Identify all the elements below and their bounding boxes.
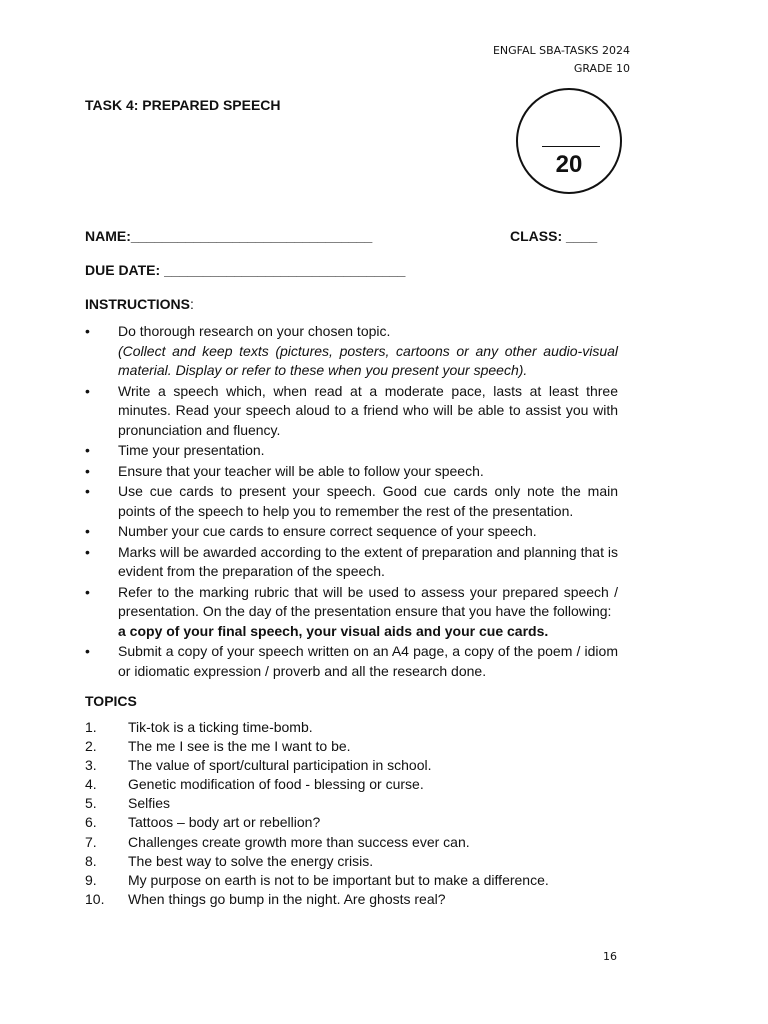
instruction-item bbox=[85, 543, 618, 582]
document-header bbox=[493, 42, 630, 78]
bullet-icon: • bbox=[85, 323, 90, 339]
topic-text: Tik-tok is a ticking time-bomb. bbox=[128, 719, 313, 735]
topic-item bbox=[85, 794, 625, 813]
instructions-heading-colon: : bbox=[190, 296, 194, 312]
topics-heading: TOPICS bbox=[85, 693, 137, 709]
topic-number: 3. bbox=[85, 757, 97, 774]
instruction-item bbox=[85, 441, 618, 461]
instructions-list bbox=[85, 322, 618, 682]
topic-item bbox=[85, 737, 625, 756]
instruction-item bbox=[85, 522, 618, 542]
instructions-heading bbox=[85, 296, 194, 312]
instruction-text: Submit a copy of your speech written on an A4 page, a copy of the poem / idiom or idiomatic expression / proverb and all the research done. bbox=[118, 643, 618, 679]
instruction-text: Do thorough research on your chosen topic. bbox=[118, 323, 391, 339]
bullet-icon: • bbox=[85, 543, 90, 560]
header-grade: GRADE 10 bbox=[573, 62, 630, 75]
topic-number: 5. bbox=[85, 795, 97, 812]
bullet-icon: • bbox=[85, 483, 90, 499]
topic-text: Challenges create growth more than success ever can. bbox=[128, 833, 470, 850]
instruction-item bbox=[85, 322, 618, 381]
topic-text: Genetic modification of food - blessing or curse. bbox=[128, 776, 424, 793]
instruction-item bbox=[85, 462, 618, 482]
topic-number: 10. bbox=[85, 890, 105, 907]
instruction-text: Write a speech which, when read at a moderate pace, lasts at least three minutes. Read your speech aloud to a friend who will be able to assist you with pronunciation and fluency. bbox=[118, 382, 618, 438]
bullet-icon: • bbox=[85, 583, 90, 600]
score-blank-line bbox=[542, 146, 600, 147]
instruction-item bbox=[85, 583, 618, 642]
topic-text: When things go bump in the night. Are ghosts real? bbox=[128, 890, 446, 907]
topic-item bbox=[85, 833, 625, 852]
topic-item bbox=[85, 871, 625, 890]
bullet-icon: • bbox=[85, 382, 90, 399]
instruction-item bbox=[85, 382, 618, 441]
header-subject: ENGFAL SBA-TASKS 2024 bbox=[492, 44, 630, 57]
topic-text: My purpose on earth is not to be important but to make a difference. bbox=[128, 871, 549, 888]
topic-number: 2. bbox=[85, 738, 97, 755]
due-date-field: DUE DATE: _______________________________ bbox=[85, 262, 406, 278]
topic-text: Tattoos – body art or rebellion? bbox=[128, 814, 321, 831]
instruction-item bbox=[85, 482, 618, 521]
topic-item bbox=[85, 718, 625, 737]
topic-text: The me I see is the me I want to be. bbox=[128, 738, 351, 755]
topic-item bbox=[85, 775, 625, 794]
topic-text: The value of sport/cultural participation in school. bbox=[128, 757, 432, 774]
bullet-icon: • bbox=[85, 643, 90, 659]
name-field: NAME:_______________________________ bbox=[85, 228, 373, 244]
score-total: 20 bbox=[555, 151, 583, 178]
instruction-text: Use cue cards to present your speech. Good cue cards only note the main points of the speech to help you to remember the rest of the presentation. bbox=[118, 483, 618, 519]
page-number: 16 bbox=[603, 950, 617, 963]
instruction-text: Time your presentation. bbox=[118, 442, 265, 458]
task-title: TASK 4: PREPARED SPEECH bbox=[85, 97, 281, 113]
instruction-note: (Collect and keep texts (pictures, posters, cartoons or any other audio-visual material. Display or refer to these when you present your speech). bbox=[118, 342, 618, 378]
topic-item bbox=[85, 756, 625, 775]
instruction-text: Marks will be awarded according to the extent of preparation and planning that is evident from the preparation of the speech. bbox=[118, 543, 618, 579]
topics-list bbox=[85, 718, 625, 909]
topic-number: 7. bbox=[85, 833, 97, 850]
instruction-text: Refer to the marking rubric that will be used to assess your prepared speech / presentation. On the day of the presentation ensure that you have the following: bbox=[118, 583, 618, 619]
bullet-icon: • bbox=[85, 442, 90, 458]
instruction-item bbox=[85, 642, 618, 681]
bullet-icon: • bbox=[85, 523, 90, 539]
topic-number: 9. bbox=[85, 871, 97, 888]
topic-item bbox=[85, 813, 625, 832]
topic-text: The best way to solve the energy crisis. bbox=[128, 852, 374, 869]
class-field: CLASS: ____ bbox=[510, 228, 598, 244]
topic-number: 4. bbox=[85, 776, 97, 793]
instruction-emphasis: a copy of your final speech, your visual aids and your cue cards. bbox=[118, 622, 549, 639]
instruction-text: Ensure that your teacher will be able to follow your speech. bbox=[118, 462, 484, 479]
topic-item bbox=[85, 852, 625, 871]
instruction-text: Number your cue cards to ensure correct sequence of your speech. bbox=[118, 523, 537, 539]
topic-number: 8. bbox=[85, 852, 97, 869]
topic-text: Selfies bbox=[128, 795, 171, 812]
topic-number: 6. bbox=[85, 814, 97, 831]
bullet-icon: • bbox=[85, 462, 90, 479]
topic-item bbox=[85, 890, 625, 909]
score-circle bbox=[516, 88, 622, 194]
topic-number: 1. bbox=[85, 719, 97, 735]
instructions-heading-text: INSTRUCTIONS bbox=[85, 296, 190, 312]
